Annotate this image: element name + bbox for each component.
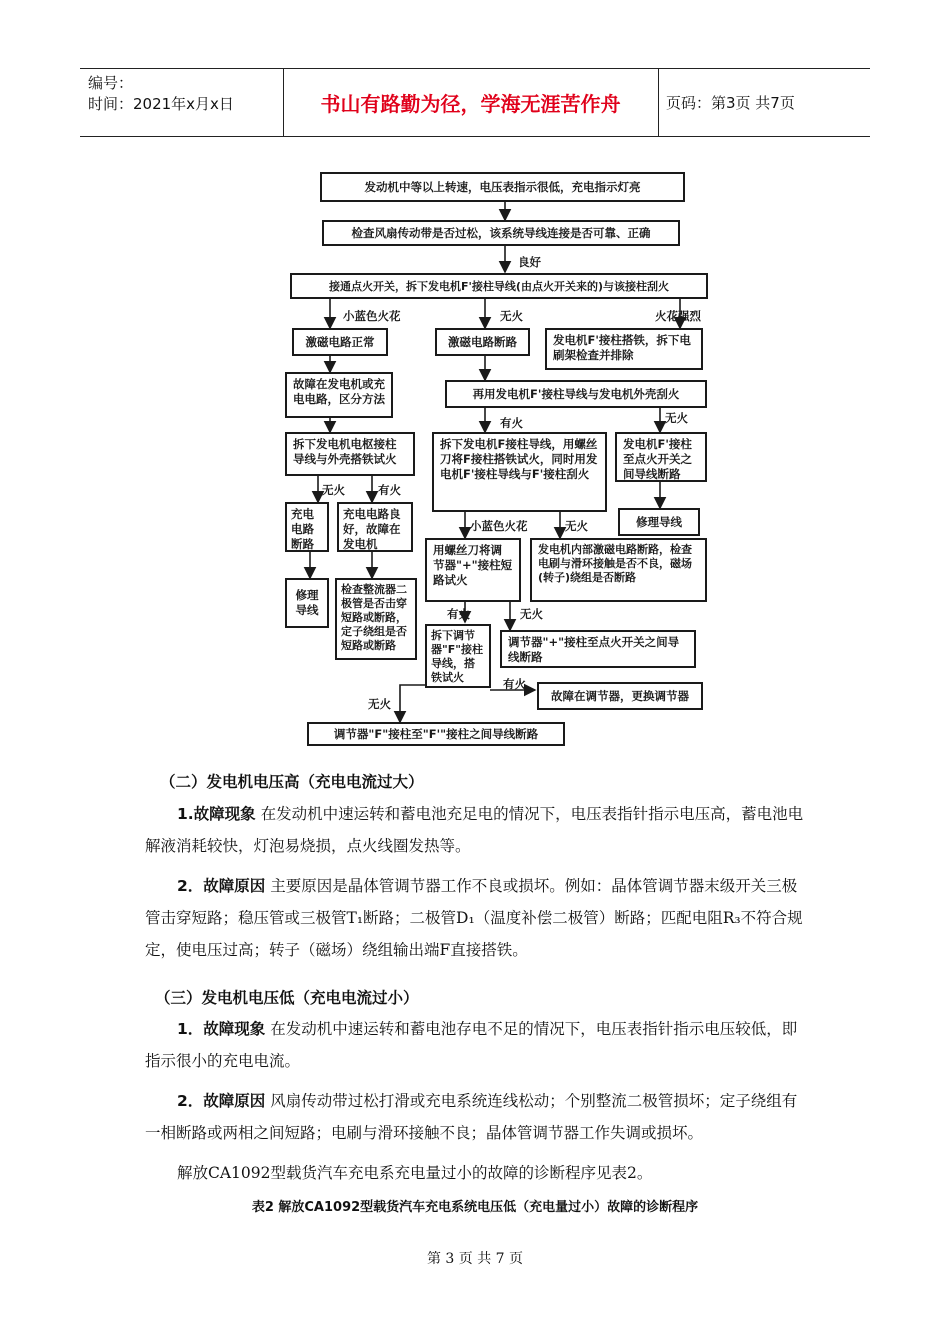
flow-label-no-fire: 无火	[368, 697, 391, 711]
paragraph-reference: 解放CA1092型载货汽车充电系充电量过小的故障的诊断程序见表2。	[177, 1164, 653, 1182]
flow-box-f-wire-open: 发电机F'接柱至点火开关之间导线断路	[615, 432, 707, 482]
flow-box-internal-open: 发电机内部激磁电路断路，检查电刷与滑环接触是否不良，磁场(转子)绕组是否断路	[530, 538, 707, 602]
flow-label-small-blue: 小蓝色火花	[470, 519, 528, 533]
paragraph-low-symptom	[145, 1013, 805, 1077]
flow-label-good: 良好	[518, 255, 541, 269]
flow-label-no-fire: 无火	[565, 519, 588, 533]
flow-label-no-fire: 无火	[322, 483, 345, 497]
flow-label-no-fire: 无火	[665, 411, 688, 425]
flow-box-charge-open: 充电电路断路	[285, 502, 329, 552]
section-heading-high-voltage: （二）发电机电压高（充电电流过大）	[160, 773, 424, 791]
flow-label-has-fire: 有火	[503, 677, 526, 691]
flow-box-remove-f: 拆下调节器"F"接柱导线，搭铁试火	[425, 624, 491, 688]
flow-label-has-fire: 有火	[447, 607, 470, 621]
header-page-info: 页码：第3页 共7页	[666, 94, 795, 112]
flow-label-no-fire: 无火	[500, 309, 523, 323]
flow-box-fault-location: 故障在发电机或充电电路，区分方法	[285, 372, 393, 418]
flow-box-check-belt: 检查风扇传动带是否过松，该系统导线连接是否可靠、正确	[322, 220, 680, 246]
flow-box-ignition-test: 接通点火开关，拆下发电机F'接柱导线(由点火开关来的)与该接柱刮火	[290, 273, 708, 299]
flow-box-f-f-wire-open: 调节器"F"接柱至"F'"接柱之间导线断路	[307, 722, 565, 746]
flow-box-charge-good: 充电电路良好，故障在发电机	[337, 502, 413, 552]
flow-label-strong-spark: 火花强烈	[655, 309, 701, 323]
header-time: 时间：2021年x月x日	[88, 95, 234, 113]
section-heading-low-voltage: （三）发电机电压低（充电电流过小）	[155, 989, 419, 1007]
header-motto: 书山有路勤为径，学海无涯苦作舟	[320, 92, 621, 116]
flow-box-regulator-short: 用螺丝刀将调节器"+"接柱短路试火	[425, 538, 521, 602]
header-number: 编号：	[88, 74, 134, 92]
flow-box-replace-regulator: 故障在调节器，更换调节器	[537, 682, 703, 710]
flow-box-armature-test: 拆下发电机电枢接柱导线与外壳搭铁试火	[285, 432, 415, 476]
flow-box-plus-wire-open: 调节器"+"接柱至点火开关之间导线断路	[500, 630, 696, 668]
paragraph-text: 在发动机中速运转和蓄电池充足电的情况下，电压表指针指示电压高，蓄电池电解液消耗较快，灯泡易烧损，点火线圈发热等。	[145, 805, 804, 855]
flow-box-f-ground: 发电机F'接柱搭铁，拆下电刷架检查并排除	[545, 328, 703, 370]
page-footer: 第 3 页 共 7 页	[426, 1251, 524, 1267]
flow-box-housing-spark: 再用发电机F'接柱导线与发电机外壳刮火	[445, 380, 707, 408]
flow-box-excitation-open: 激磁电路断路	[435, 328, 530, 356]
flow-box-symptom: 发动机中等以上转速，电压表指示很低，充电指示灯亮	[320, 172, 685, 202]
paragraph-high-cause	[145, 870, 805, 966]
paragraph-text: 主要原因是晶体管调节器工作不良或损坏。例如：晶体管调节器末级开关三极管击穿短路；稳压管或三极管T₁断路；二极管D₁（温度补偿二极管）断路；匹配电阻R₃不符合规定，使电压过高；转子（磁场）绕组输出端F直接搭铁。	[145, 877, 803, 959]
flow-label-small-blue: 小蓝色火花	[343, 309, 401, 323]
flow-label-has-fire: 有火	[378, 483, 401, 497]
flow-box-repair-wire: 修理导线	[618, 508, 700, 536]
flow-box-repair-wire-2: 修理导线	[285, 578, 329, 628]
paragraph-text: 风扇传动带过松打滑或充电系统连线松动；个别整流二极管损坏；定子绕组有一相断路或两相之间短路；电刷与滑环接触不良；晶体管调节器工作失调或损坏。	[145, 1092, 798, 1142]
paragraph-title: 1.故障现象	[177, 805, 256, 823]
flow-box-excitation-ok: 激磁电路正常	[292, 328, 388, 356]
paragraph-title: 2．故障原因	[177, 877, 266, 895]
flow-box-rectifier-check: 检查整流器二极管是否击穿短路或断路，定子绕组是否短路或断路	[335, 578, 417, 660]
flow-box-f-terminal-test: 拆下发电机F接柱导线，用螺丝刀将F接柱搭铁试火，同时用发电机F'接柱导线与F'接柱刮火	[432, 432, 607, 512]
flow-label-has-fire: 有火	[500, 416, 523, 430]
paragraph-high-symptom	[145, 798, 805, 862]
paragraph-title: 1．故障现象	[177, 1020, 266, 1038]
table-caption: 表2 解放CA1092型载货汽车充电系统电压低（充电量过小）故障的诊断程序	[251, 1200, 699, 1215]
flow-label-no-fire: 无火	[520, 607, 543, 621]
paragraph-low-cause	[145, 1085, 805, 1149]
paragraph-title: 2．故障原因	[177, 1092, 266, 1110]
paragraph-text: 在发动机中速运转和蓄电池存电不足的情况下，电压表指针指示电压较低，即指示很小的充电电流。	[145, 1020, 798, 1070]
